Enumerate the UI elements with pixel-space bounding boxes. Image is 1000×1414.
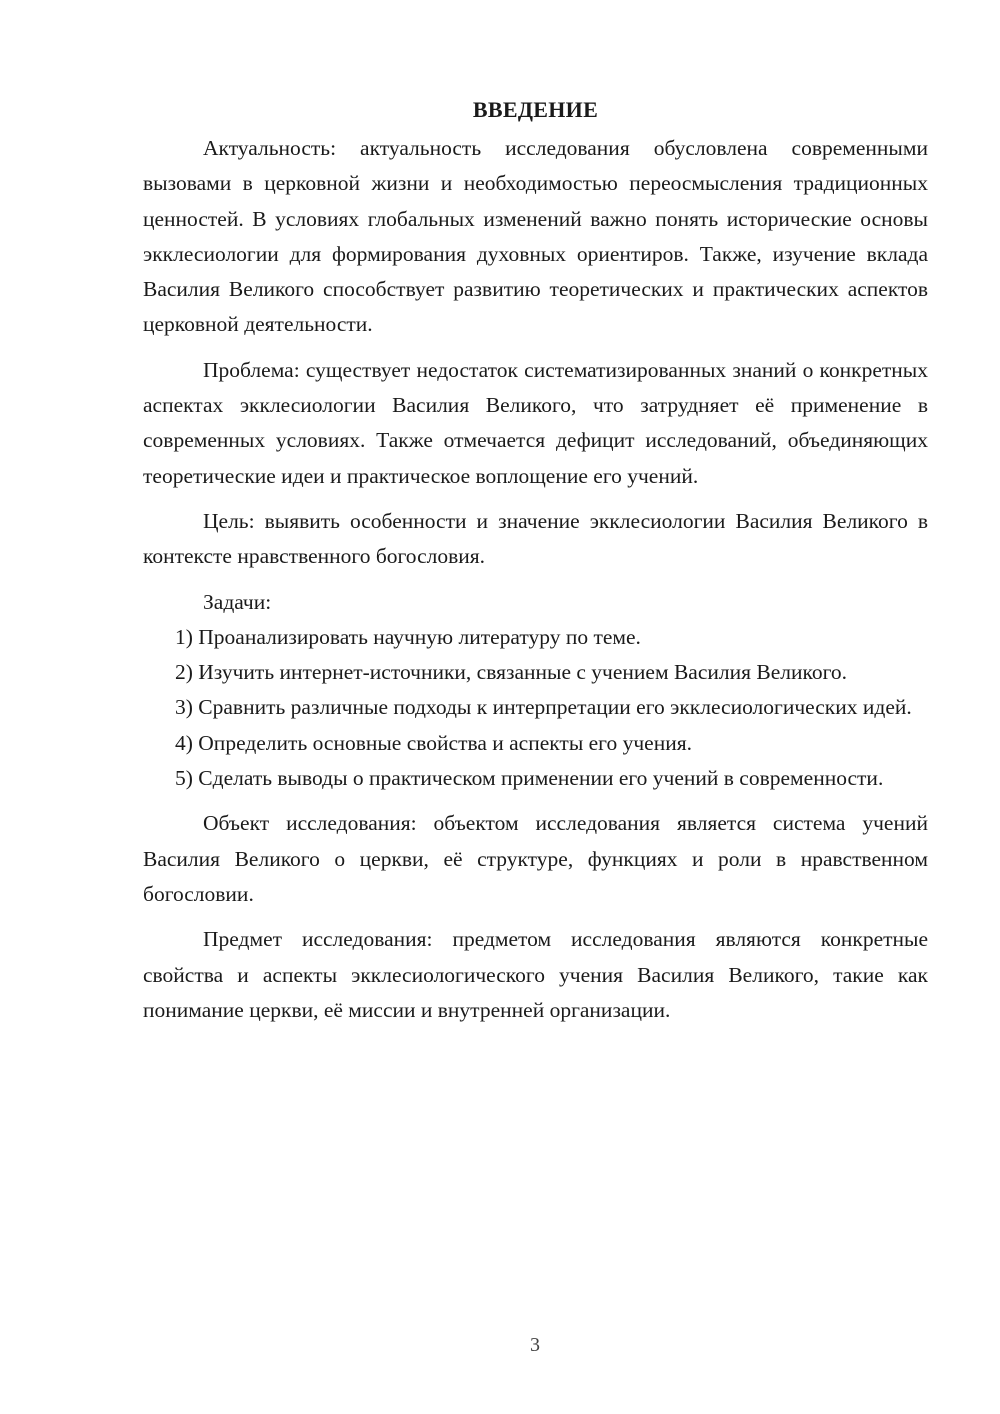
paragraph-object: Объект исследования: объектом исследования является система учений Василия Великого о церкви, её структуре, функциях и роли в нравственном богословии. xyxy=(143,811,928,906)
task-item-2: 2) Изучить интернет-источники, связанные с учением Василия Великого. xyxy=(175,660,848,685)
task-item-1: 1) Проанализировать научную литературу по теме. xyxy=(175,624,641,649)
task-item-3: 3) Сравнить различные подходы к интерпретации его экклесиологических идей. xyxy=(175,695,912,720)
task-item-5: 5) Сделать выводы о практическом применении его учений в современности. xyxy=(175,766,884,791)
section-title: ВВЕДЕНИЕ xyxy=(472,97,599,122)
document-body xyxy=(143,92,928,1028)
paragraph-relevance: Актуальность: актуальность исследования обусловлена современными вызовами в церковной жизни и необходимостью переосмысления традиционных ценностей. В условиях глобальных изменений важно понять исторические основы экклесиологии для формирования духовных ориентиров. Также, изучение вклада Василия Великого способствует развитию теоретических и практических аспектов церковной деятельности. xyxy=(143,136,928,337)
page-number: 3 xyxy=(530,1334,540,1356)
paragraph-subject: Предмет исследования: предметом исследования являются конкретные свойства и аспекты экклесиологического учения Василия Великого, такие как понимание церкви, её миссии и внутренней организации. xyxy=(143,927,928,1022)
tasks-heading: Задачи: xyxy=(203,589,272,614)
paragraph-goal: Цель: выявить особенности и значение экклесиологии Василия Великого в контексте нравственного богословия. xyxy=(143,508,928,569)
paragraph-problem: Проблема: существует недостаток систематизированных знаний о конкретных аспектах экклесиологии Василия Великого, что затрудняет её применение в современных условиях. Также отмечается дефицит исследований, объединяющих теоретические идеи и практическое воплощение его учений. xyxy=(143,357,928,488)
task-item-4: 4) Определить основные свойства и аспекты его учения. xyxy=(175,730,692,755)
